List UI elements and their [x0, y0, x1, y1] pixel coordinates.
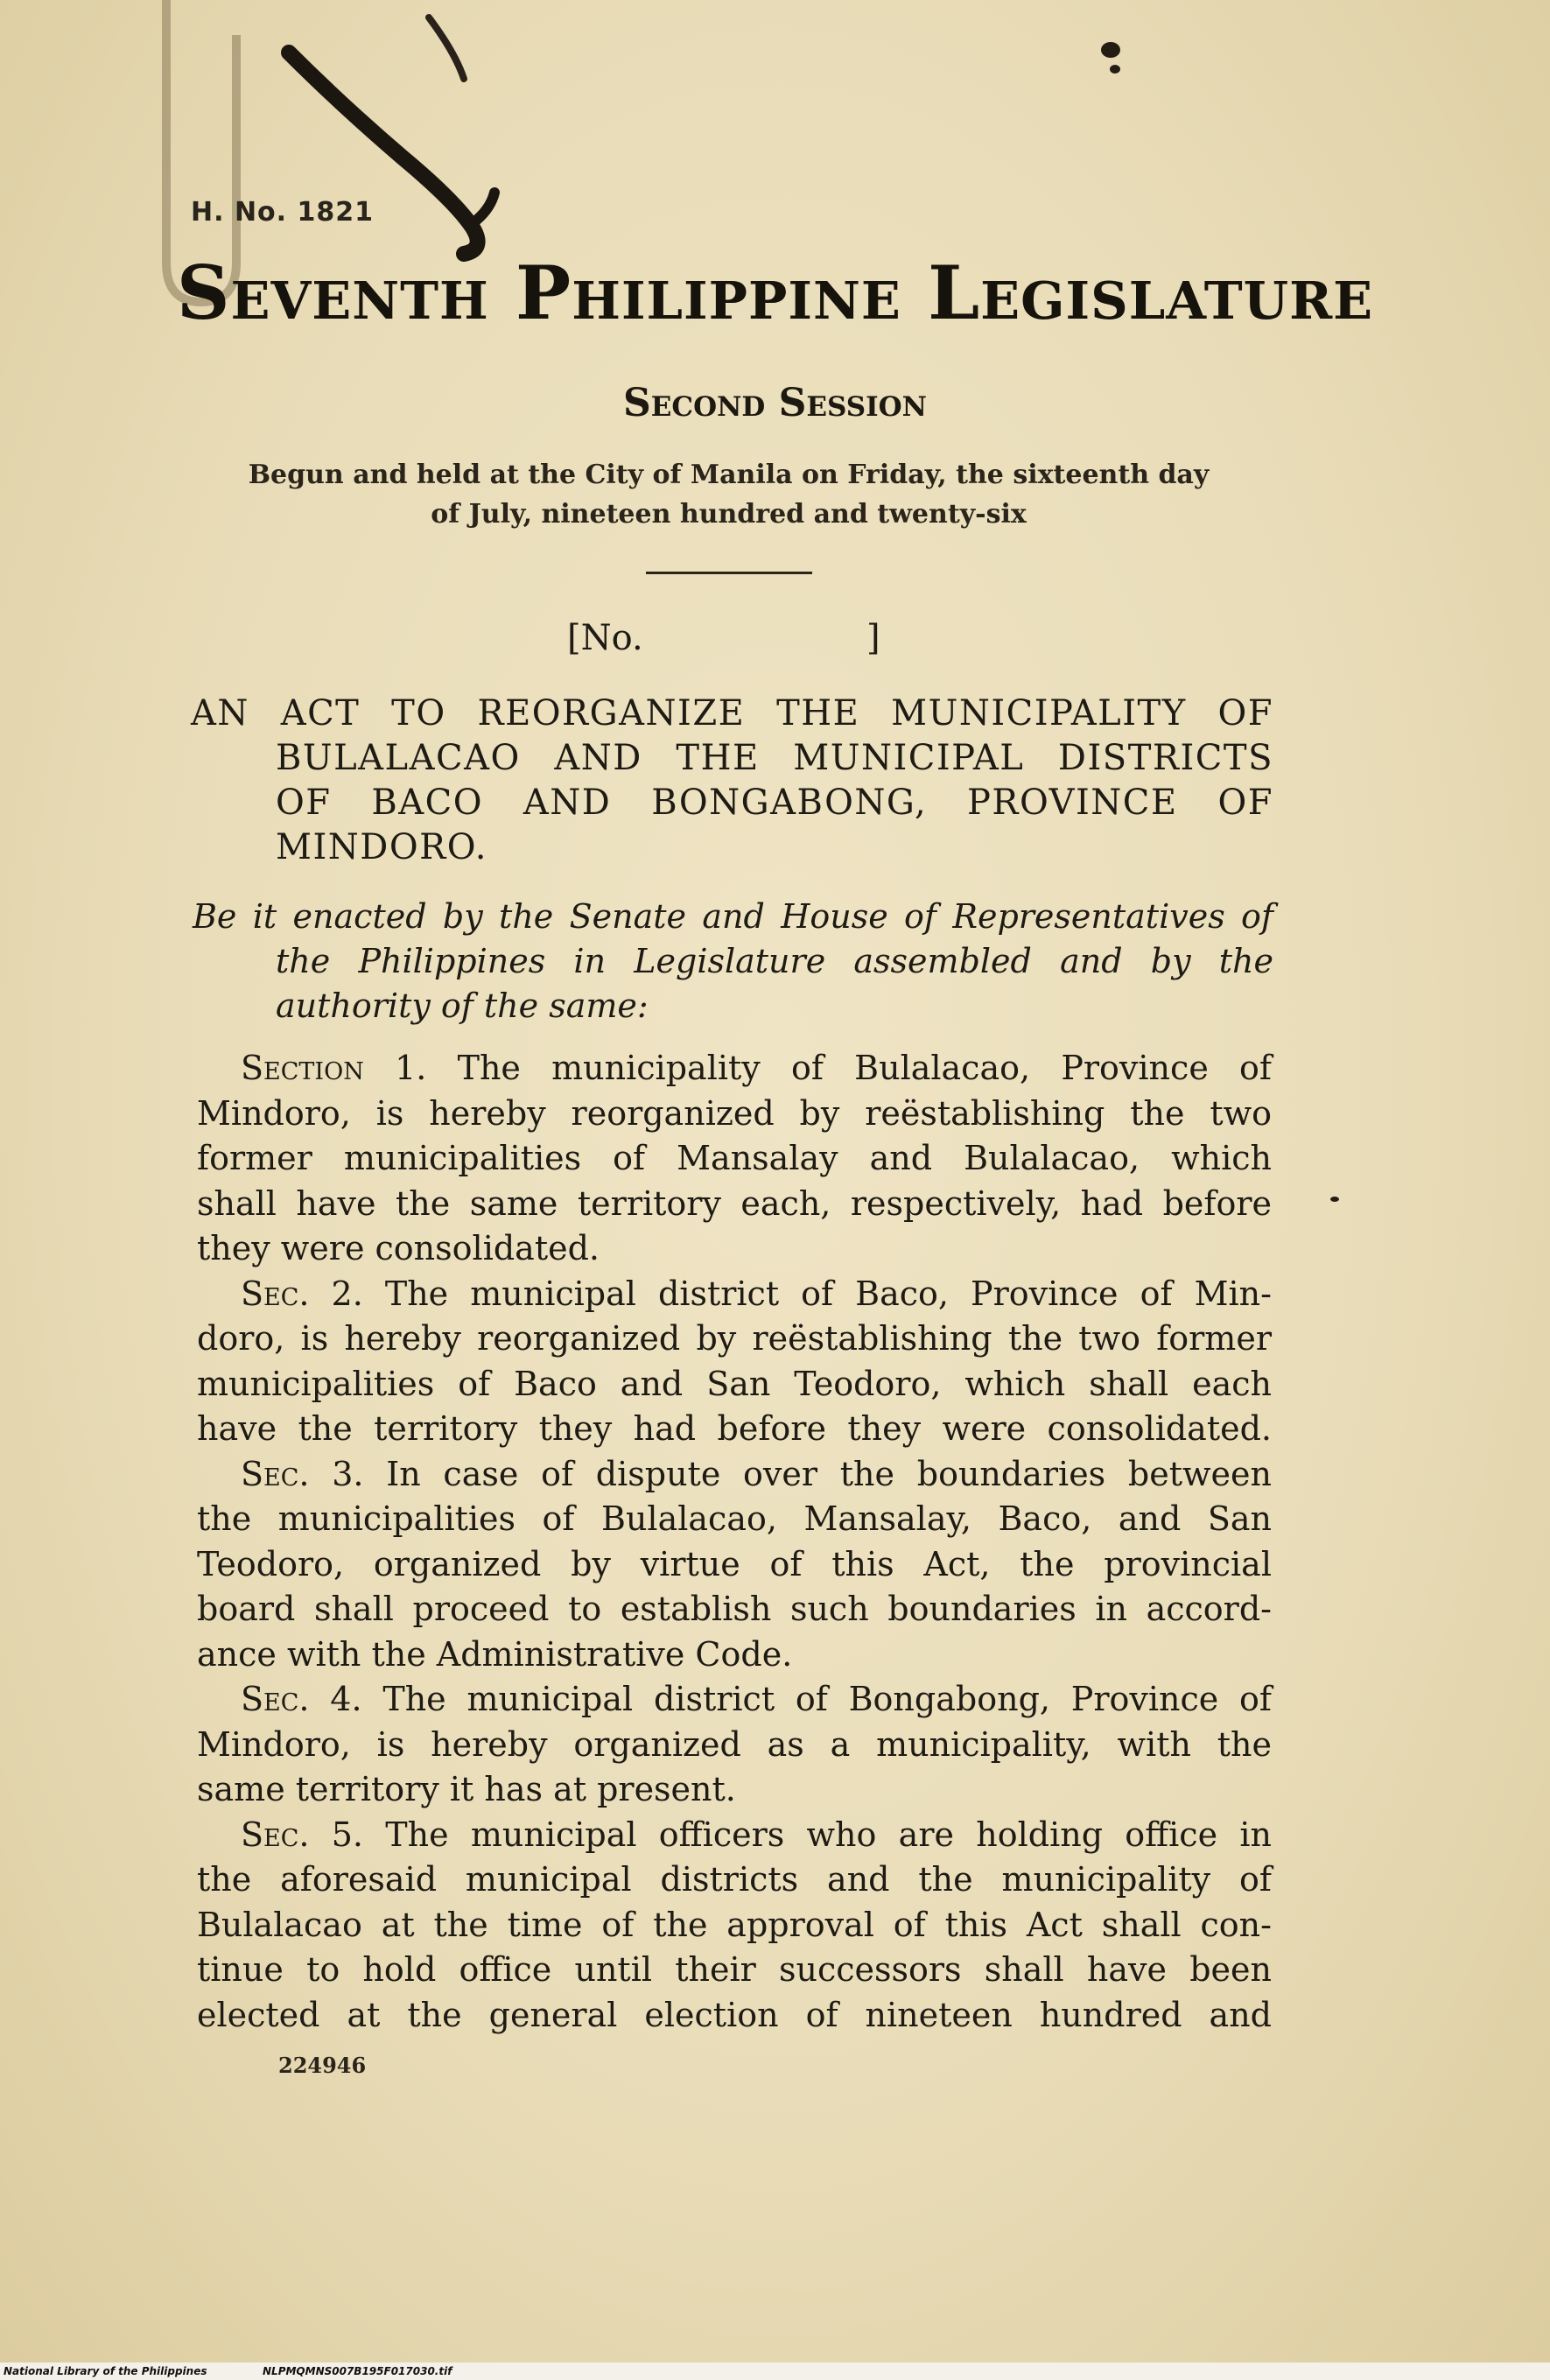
ink-spot [1101, 42, 1120, 58]
section-line: municipalities of Baco and San Teodoro, which shall each [197, 1364, 1272, 1403]
section-line: Mindoro, is hereby organized as a municipality, with the [197, 1724, 1272, 1764]
section-text: In case of dispute over the boundaries between [386, 1454, 1272, 1493]
section-line: board shall proceed to establish such boundaries in accord- [197, 1590, 1272, 1628]
act-body [197, 1046, 1272, 2038]
section-line: the aforesaid municipal districts and the municipality of [197, 1860, 1272, 1899]
divider-rule [646, 572, 812, 574]
legislature-title: Seventh Philippine Legislature [176, 249, 1374, 336]
enacting-line: the Philippines in Legislature assembled and by the [276, 942, 1273, 980]
section-line [197, 1046, 1272, 1092]
act-title-line: BULALACAO AND THE MUNICIPAL DISTRICTS [276, 738, 1273, 778]
begun-clause [188, 455, 1269, 534]
section-line: tinue to hold office until their successors shall have been [197, 1950, 1272, 1989]
act-number-open: [No. [567, 618, 643, 658]
archive-filename: NLPMQMNS007B195F017030.tif [263, 2365, 452, 2377]
section-line: doro, is hereby reorganized by reëstablishing the two former [197, 1319, 1272, 1358]
section-label: Sec. 4. [241, 1680, 362, 1718]
house-number: H. No. 1821 [191, 197, 375, 228]
act-title [193, 692, 1273, 870]
begun-line: of July, nineteen hundred and twenty-six [431, 499, 1027, 530]
section-line [197, 1452, 1272, 1498]
ink-spot [1330, 1197, 1339, 1202]
section-line: shall have the same territory each, respectively, had before [197, 1183, 1272, 1223]
section-label: Sec. 2. [241, 1274, 363, 1313]
section-line [197, 1813, 1272, 1858]
section-line: former municipalities of Mansalay and Bulalacao, which [197, 1139, 1272, 1177]
section-label: Sec. 5. [241, 1815, 363, 1854]
section-line: elected at the general election of nineteen hundred and [197, 1995, 1272, 2034]
section-line: Mindoro, is hereby reorganized by reëstablishing the two [197, 1093, 1272, 1133]
archive-strip [0, 2362, 1550, 2380]
session-title: Second Session [623, 381, 927, 425]
section-text: The municipality of Bulalacao, Province of [457, 1049, 1272, 1087]
section-line [197, 1272, 1272, 1317]
ink-spot [1110, 65, 1120, 74]
enacting-line: Be it enacted by the Senate and House of Representatives of [193, 897, 1273, 936]
act-title-line: MINDORO. [276, 827, 487, 867]
section-line [197, 1677, 1272, 1723]
section-label: Sec. 3. [241, 1454, 364, 1493]
section-line: have the territory they had before they were consolidated. [197, 1409, 1272, 1448]
enacting-clause [193, 895, 1273, 1029]
enacting-line: authority of the same: [276, 986, 649, 1025]
section-line: Teodoro, organized by virtue of this Act, the provincial [197, 1544, 1272, 1583]
section-text: The municipal district of Baco, Province of Min- [384, 1274, 1272, 1313]
section-label: Section 1. [241, 1049, 427, 1087]
section-line: they were consolidated. [197, 1229, 600, 1267]
section-line: same territory it has at present. [197, 1770, 736, 1808]
act-number-close: ] [866, 618, 880, 658]
begun-line: Begun and held at the City of Manila on Friday, the sixteenth day [248, 460, 1210, 490]
act-title-line: AN ACT TO REORGANIZE THE MUNICIPALITY OF [191, 693, 1273, 734]
section-text: The municipal officers who are holding office in [385, 1815, 1272, 1854]
footer-number: 224946 [278, 2053, 367, 2078]
section-line: the municipalities of Bulalacao, Mansalay, Baco, and San [197, 1499, 1272, 1538]
section-line: Bulalacao at the time of the approval of this Act shall con- [197, 1905, 1272, 1944]
section-text: The municipal district of Bongabong, Province of [382, 1680, 1272, 1718]
section-line: ance with the Administrative Code. [197, 1634, 793, 1674]
act-title-line: OF BACO AND BONGABONG, PROVINCE OF [276, 783, 1273, 823]
archive-library: National Library of the Philippines [4, 2365, 207, 2377]
